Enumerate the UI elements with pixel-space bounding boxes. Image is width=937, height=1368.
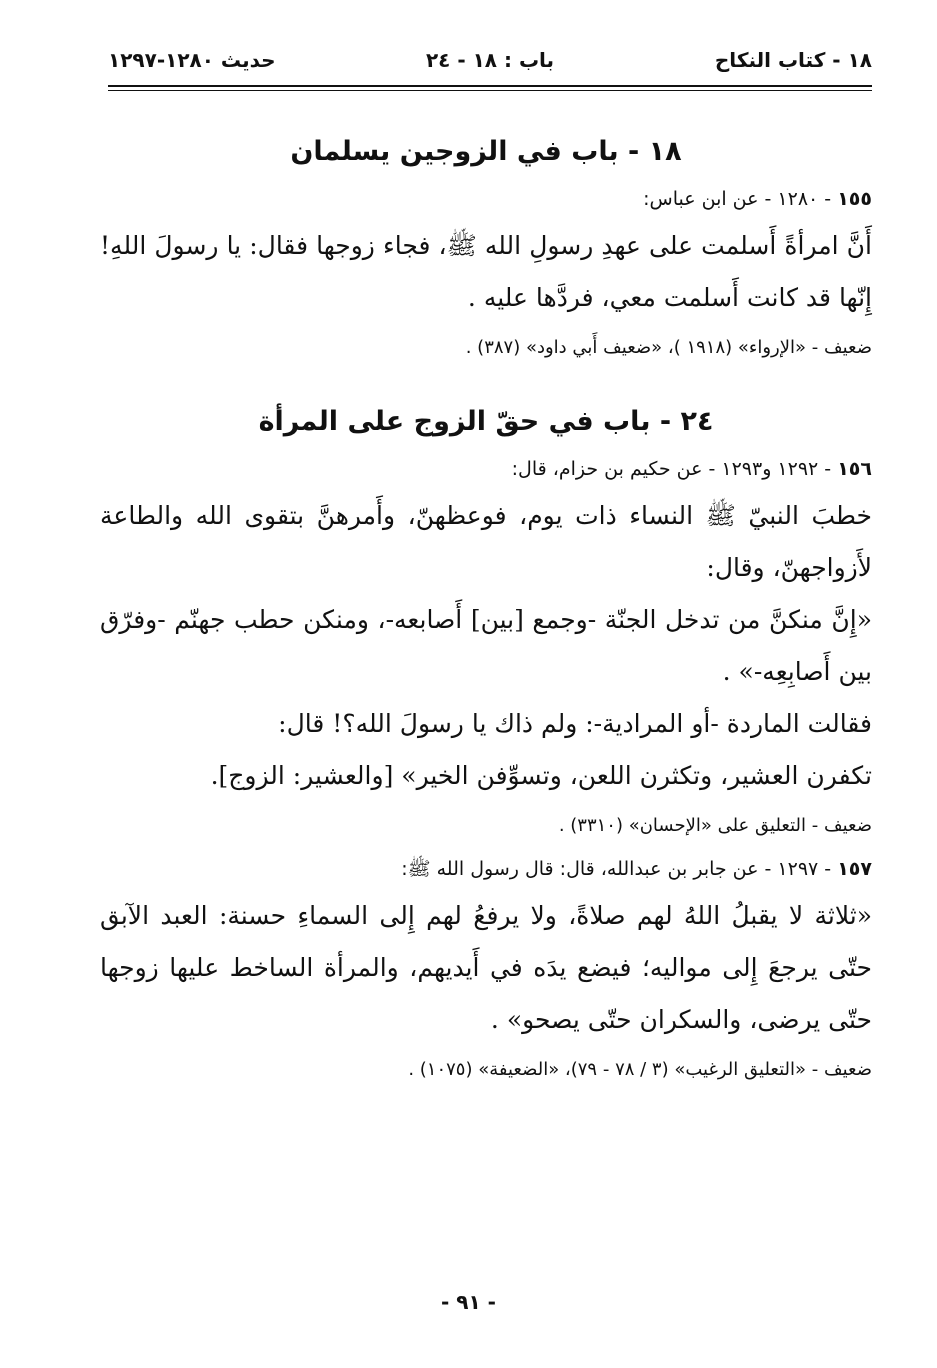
header-chapter-range: باب : ١٨ - ٢٤ xyxy=(425,48,555,72)
running-header xyxy=(108,44,872,88)
hadith-text: «ثلاثة لا يقبلُ اللهُ لهم صلاةً، ولا يرفعُ لهم إِلى السماءِ حسنة: العبد الآبق حتّى يرجعَ إِلى مواليه؛ فيضع يدَه في أَيديهم، والمرأة الساخط عليها زوجها حتّى يرضى، والسكران حتّى يصحو» . xyxy=(100,901,872,1034)
hadith-heading xyxy=(100,452,872,486)
header-rule-thick xyxy=(108,85,872,87)
hadith-number: ١٥٧ xyxy=(837,858,872,880)
hadith-reference: - ١٢٩٧ - عن جابر بن عبدالله، قال: قال رسول الله ﷺ: xyxy=(401,858,832,880)
hadith-text: خطبَ النبيّ ﷺ النساء ذات يوم، فوعظهنّ، وأَمرهنَّ بتقوى الله والطاعة لأَزواجهنّ، وقال: xyxy=(100,501,872,582)
hadith-grade: ضعيف - «الإرواء» (١٩١٨ )، «ضعيف أَبي داود» (٣٨٧) . xyxy=(465,337,872,358)
hadith-number: ١٥٦ xyxy=(837,458,872,480)
hadith-reference: - ١٢٩٢ و١٢٩٣ - عن حكيم بن حزام، قال: xyxy=(511,458,832,480)
hadith-heading xyxy=(100,852,872,886)
hadith-grade: ضعيف - التعليق على «الإحسان» (٣٣١٠) . xyxy=(558,815,872,836)
hadith-text: «إِنَّ منكنَّ من تدخل الجنّة -وجمع [بين] أَصابعه-، ومنكن حطب جهنّم -وفرّق بين أَصابِعِه-» . xyxy=(100,605,872,686)
hadith-text: فقالت الماردة -أو المرادية-: ولم ذاك يا رسولَ الله؟! قال: xyxy=(278,709,872,738)
hadith-reference: - ١٢٨٠ - عن ابن عباس: xyxy=(643,188,832,210)
header-book-title: ١٨ - كتاب النكاح xyxy=(714,48,872,72)
hadith-heading xyxy=(100,182,872,216)
hadith-text: أَنَّ امرأةً أَسلمت على عهدِ رسولِ الله ﷺ، فجاء زوجها فقال: يا رسولَ اللهِ! إِنّها قد كانت أَسلمت معي، فردَّها عليه . xyxy=(100,231,872,312)
page-content xyxy=(100,100,872,1090)
page-number: - ٩١ - xyxy=(441,1290,496,1314)
hadith-text: تكفرن العشير، وتكثرن اللعن، وتسوِّفن الخير» [والعشير: الزوج]. xyxy=(210,761,872,790)
hadith-grade: ضعيف - «التعليق الرغيب» (٣ / ٧٨ - ٧٩)، «الضعيفة» (١٠٧٥) . xyxy=(408,1059,872,1080)
hadith-number: ١٥٥ xyxy=(837,188,872,210)
header-rule-thin xyxy=(108,90,872,91)
header-hadith-range: حديث ١٢٨٠-١٢٩٧ xyxy=(108,48,276,72)
chapter-title: ٢٤ - باب في حقّ الزوج على المرأة xyxy=(258,406,714,437)
chapter-title: ١٨ - باب في الزوجين يسلمان xyxy=(290,136,682,167)
